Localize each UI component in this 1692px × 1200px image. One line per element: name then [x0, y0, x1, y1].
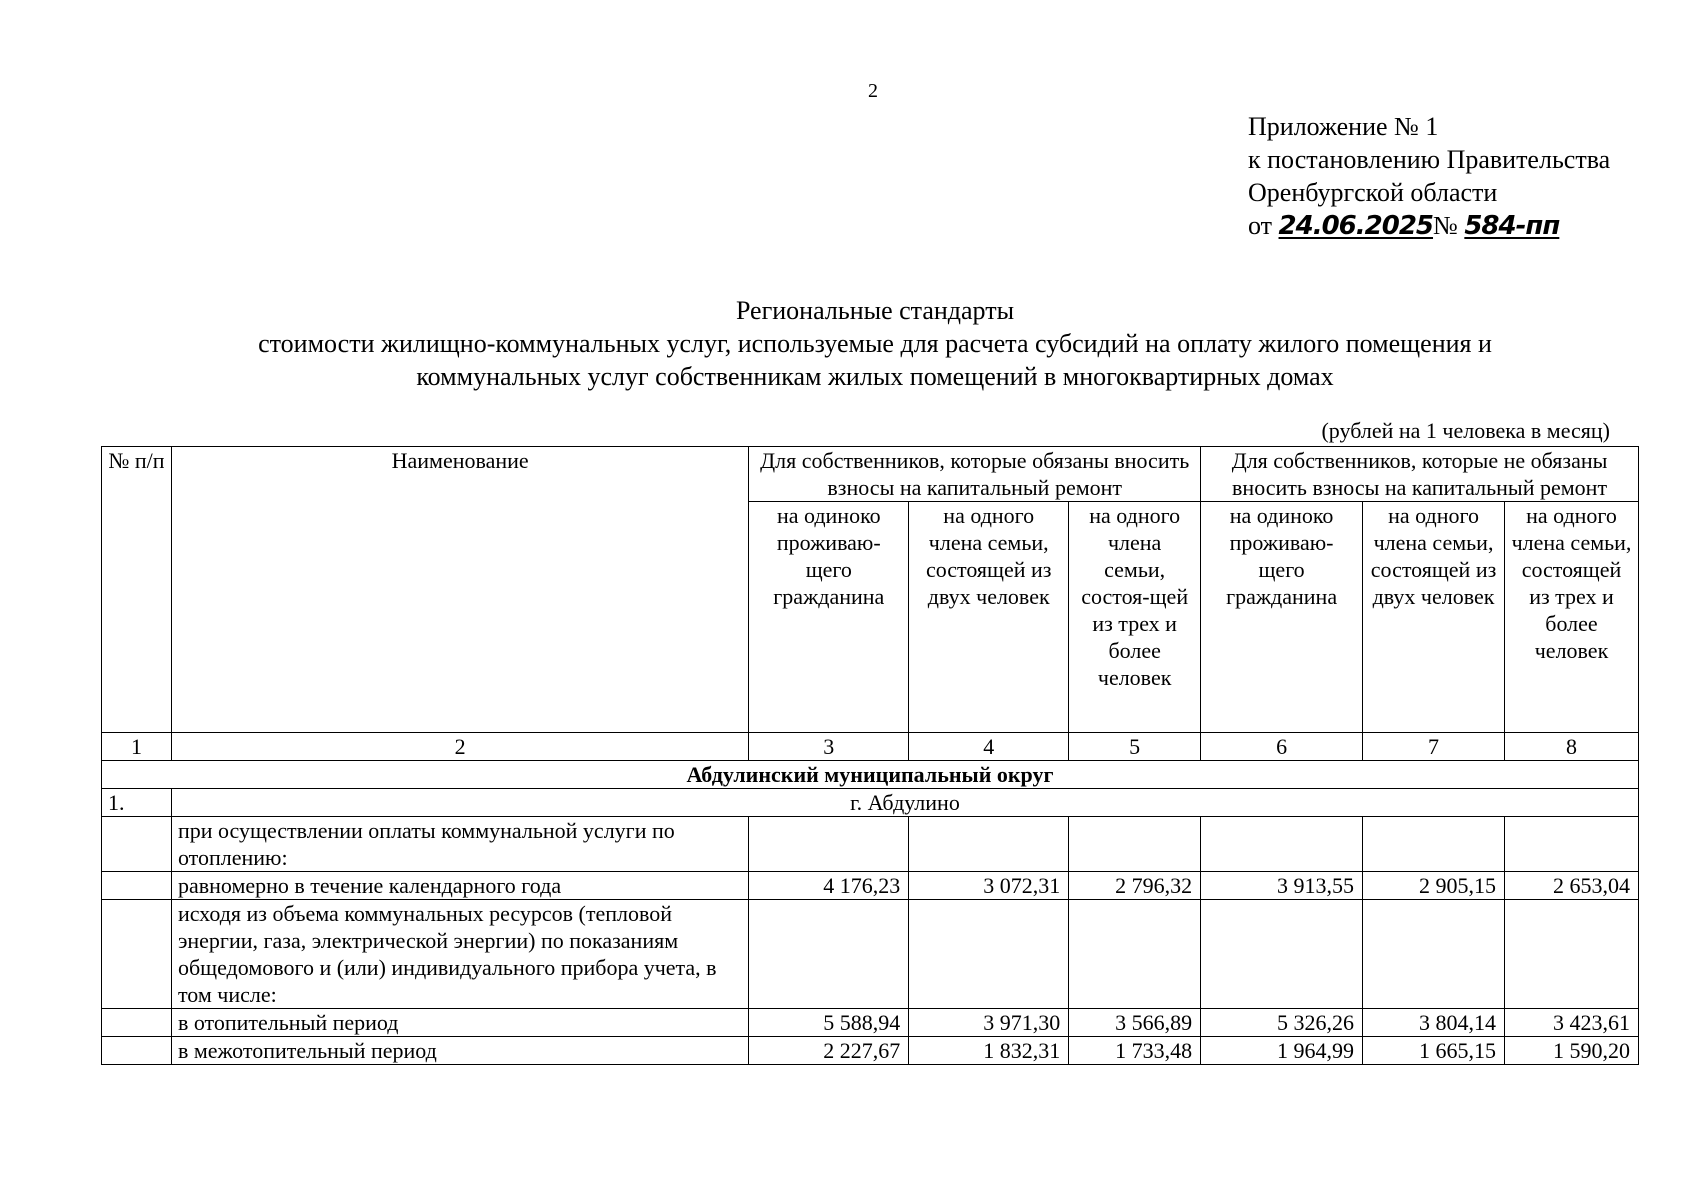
- appendix-line-4: [1248, 209, 1610, 243]
- table-row: [102, 872, 1639, 900]
- header-col-4: на одного члена семьи, состоящей из двух человек: [909, 502, 1069, 733]
- row-name: исходя из объема коммунальных ресурсов (тепловой энергии, газа, электрической энергии) по показаниям общедомового и (или) индивидуального прибора учета, в том числе:: [171, 900, 748, 1009]
- value-cell: 3 804,14: [1363, 1009, 1505, 1037]
- value-cell: 3 072,31: [909, 872, 1069, 900]
- value-cell: 1 665,15: [1363, 1037, 1505, 1065]
- value-cell: 2 653,04: [1505, 872, 1639, 900]
- settlement-row: [102, 789, 1639, 817]
- handwritten-date: 24.06.2025: [1278, 211, 1434, 241]
- value-cell: [1363, 900, 1505, 1009]
- appendix-block: [1248, 110, 1610, 243]
- table-row: [102, 817, 1639, 872]
- appendix-line-2: к постановлению Правительства: [1248, 145, 1611, 174]
- value-cell: 1 832,31: [909, 1037, 1069, 1065]
- row-num-cell: [102, 817, 172, 872]
- value-cell: 4 176,23: [749, 872, 909, 900]
- title-line-3: коммунальных услуг собственникам жилых помещений в многоквартирных домах: [416, 362, 1334, 391]
- page-number: 2: [868, 80, 878, 102]
- handwritten-number: 584-пп: [1464, 211, 1560, 241]
- value-cell: 2 905,15: [1363, 872, 1505, 900]
- row-num-cell: [102, 1009, 172, 1037]
- header-col-7: на одного члена семьи, состоящей из двух человек: [1363, 502, 1505, 733]
- row-name: равномерно в течение календарного года: [171, 872, 748, 900]
- row-num-cell: [102, 1037, 172, 1065]
- standards-table: [101, 446, 1639, 1065]
- value-cell: [1201, 900, 1363, 1009]
- header-col-3: на одиноко проживаю-щего гражданина: [749, 502, 909, 733]
- number-label: №: [1433, 211, 1465, 240]
- title-line-2: стоимости жилищно-коммунальных услуг, используемые для расчета субсидий на оплату жилого помещения и: [258, 329, 1492, 358]
- header-col-8: на одного члена семьи, состоящей из трех и более человек: [1505, 502, 1639, 733]
- table-row: [102, 1009, 1639, 1037]
- settlement-name: г. Абдулино: [171, 789, 1638, 817]
- table-row: [102, 900, 1639, 1009]
- value-cell: [1069, 900, 1201, 1009]
- index-cell: 2: [171, 733, 748, 761]
- appendix-line-1: Приложение № 1: [1248, 112, 1439, 141]
- from-label: от: [1248, 211, 1279, 240]
- index-cell: 4: [909, 733, 1069, 761]
- index-cell: 7: [1363, 733, 1505, 761]
- value-cell: [1505, 817, 1639, 872]
- value-cell: 3 566,89: [1069, 1009, 1201, 1037]
- value-cell: 2 227,67: [749, 1037, 909, 1065]
- index-cell: 1: [102, 733, 172, 761]
- value-cell: 5 326,26: [1201, 1009, 1363, 1037]
- value-cell: 3 423,61: [1505, 1009, 1639, 1037]
- region-row: [102, 761, 1639, 789]
- value-cell: 1 590,20: [1505, 1037, 1639, 1065]
- region-name: Абдулинский муниципальный округ: [102, 761, 1639, 789]
- value-cell: [749, 817, 909, 872]
- value-cell: [909, 817, 1069, 872]
- value-cell: 2 796,32: [1069, 872, 1201, 900]
- header-name: Наименование: [171, 447, 748, 733]
- value-cell: [1201, 817, 1363, 872]
- value-cell: 3 971,30: [909, 1009, 1069, 1037]
- header-col-6: на одиноко проживаю-щего гражданина: [1201, 502, 1363, 733]
- value-cell: 1 964,99: [1201, 1037, 1363, 1065]
- appendix-line-3: Оренбургской области: [1248, 178, 1498, 207]
- header-group-not-obliged: Для собственников, которые не обязаны вносить взносы на капитальный ремонт: [1201, 447, 1639, 502]
- index-cell: 6: [1201, 733, 1363, 761]
- index-cell: 3: [749, 733, 909, 761]
- header-group-obliged: Для собственников, которые обязаны вносить взносы на капитальный ремонт: [749, 447, 1201, 502]
- value-cell: [749, 900, 909, 1009]
- value-cell: 1 733,48: [1069, 1037, 1201, 1065]
- table-row: [102, 1037, 1639, 1065]
- title-line-1: Региональные стандарты: [735, 296, 1015, 325]
- index-cell: 8: [1505, 733, 1639, 761]
- value-cell: [1069, 817, 1201, 872]
- value-cell: 5 588,94: [749, 1009, 909, 1037]
- document-title: [100, 294, 1650, 393]
- settlement-number: 1.: [102, 789, 172, 817]
- value-cell: 3 913,55: [1201, 872, 1363, 900]
- value-cell: [1363, 817, 1505, 872]
- header-num: № п/п: [102, 447, 172, 733]
- value-cell: [909, 900, 1069, 1009]
- units-note: (рублей на 1 человека в месяц): [1321, 418, 1610, 443]
- row-name: в отопительный период: [171, 1009, 748, 1037]
- index-cell: 5: [1069, 733, 1201, 761]
- row-name: при осуществлении оплаты коммунальной услуги по отоплению:: [171, 817, 748, 872]
- row-num-cell: [102, 900, 172, 1009]
- header-col-5: на одного члена семьи, состоя-щей из трех и более человек: [1069, 502, 1201, 733]
- value-cell: [1505, 900, 1639, 1009]
- row-name: в межотопительный период: [171, 1037, 748, 1065]
- column-index-row: [102, 733, 1639, 761]
- row-num-cell: [102, 872, 172, 900]
